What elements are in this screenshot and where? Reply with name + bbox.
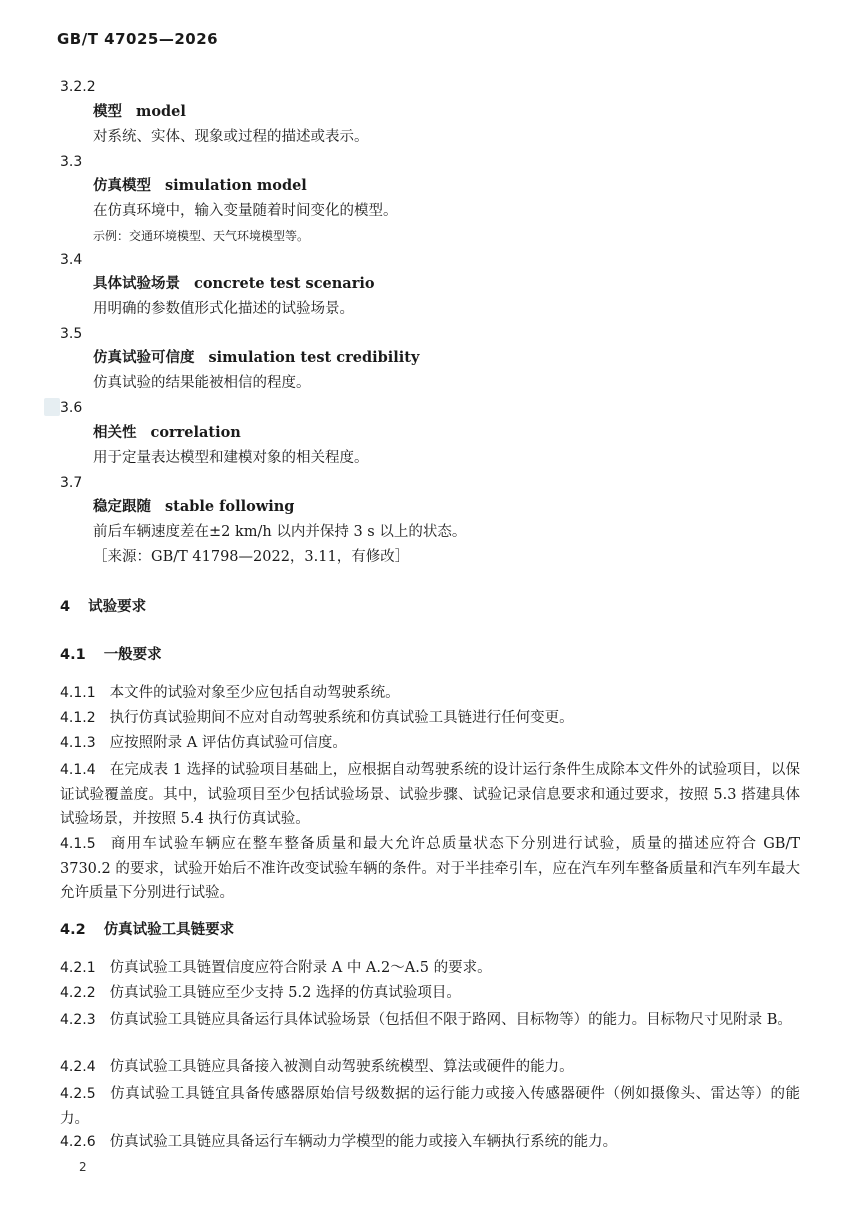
clause-paragraph xyxy=(60,983,800,1003)
standard-number: GB/T 47025—2026 xyxy=(57,30,219,48)
subsection-title: 仿真试验工具链要求 xyxy=(103,922,235,938)
clause-number: 4.2.4 xyxy=(60,1059,96,1075)
term-heading xyxy=(93,102,186,122)
term-heading xyxy=(93,423,241,443)
term-zh: 仿真试验可信度 xyxy=(93,350,195,366)
clause-paragraph xyxy=(60,958,800,978)
section-title: 试验要求 xyxy=(88,599,147,615)
term-number: 3.7 xyxy=(60,475,83,491)
term-definition: 用于定量表达模型和建模对象的相关程度。 xyxy=(93,450,369,466)
clause-paragraph xyxy=(60,733,800,753)
clause-text: 仿真试验工具链应具备运行车辆动力学模型的能力或接入车辆执行系统的能力。 xyxy=(109,1134,618,1150)
term-heading xyxy=(93,497,294,517)
subsection-number: 4.2 xyxy=(60,922,86,938)
clause-text: 仿真试验工具链应至少支持 5.2 选择的仿真试验项目。 xyxy=(109,985,461,1001)
clause-number: 4.2.2 xyxy=(60,985,96,1001)
clause-text: 在完成表 1 选择的试验项目基础上，应根据自动驾驶系统的设计运行条件生成除本文件外的试验项目，以保证试验覆盖度。其中，试验项目至少包括试验场景、试验步骤、试验记录信息要求和通过要求，按照 5.3 搭建具体试验场景，并按照 5.4 执行仿真试验。 xyxy=(60,762,800,827)
term-en: model xyxy=(136,103,186,120)
clause-number: 4.1.5 xyxy=(60,836,96,852)
term-heading xyxy=(93,274,375,294)
term-zh: 模型 xyxy=(93,104,122,120)
clause-text: 商用车试验车辆应在整车整备质量和最大允许总质量状态下分别进行试验，质量的描述应符合 GB/T 3730.2 的要求，试验开始后不准许改变试验车辆的条件。对于半挂牵引车，应在汽车列车整备质量和汽车列车最大允许质量下分别进行试验。 xyxy=(60,836,800,901)
clause-number: 4.1.3 xyxy=(60,735,96,751)
term-heading xyxy=(93,176,307,196)
section-heading xyxy=(60,597,146,617)
clause-number: 4.1.2 xyxy=(60,710,96,726)
subsection-title: 一般要求 xyxy=(103,647,162,663)
clause-paragraph xyxy=(60,708,800,728)
clause-number: 4.2.5 xyxy=(60,1086,96,1102)
term-zh: 相关性 xyxy=(93,425,137,441)
clause-number: 4.2.1 xyxy=(60,960,96,976)
clause-paragraph xyxy=(60,1082,800,1131)
clause-paragraph xyxy=(60,1057,800,1077)
term-number: 3.3 xyxy=(60,154,83,170)
term-en: simulation test credibility xyxy=(208,349,420,366)
term-zh: 稳定跟随 xyxy=(93,499,151,515)
term-definition: 对系统、实体、现象或过程的描述或表示。 xyxy=(93,129,369,145)
term-number: 3.4 xyxy=(60,252,83,268)
term-number: 3.2.2 xyxy=(60,79,96,95)
term-example: 示例：交通环境模型、天气环境模型等。 xyxy=(93,229,310,243)
term-number: 3.5 xyxy=(60,326,83,342)
subsection-heading xyxy=(60,645,162,665)
clause-text: 仿真试验工具链应具备运行具体试验场景（包括但不限于路网、目标物等）的能力。目标物尺寸见附录 B。 xyxy=(109,1012,792,1028)
clause-number: 4.2.6 xyxy=(60,1134,96,1150)
clause-paragraph xyxy=(60,1008,800,1033)
clause-text: 执行仿真试验期间不应对自动驾驶系统和仿真试验工具链进行任何变更。 xyxy=(109,710,574,726)
subsection-heading xyxy=(60,920,234,940)
term-definition: 在仿真环境中，输入变量随着时间变化的模型。 xyxy=(93,203,398,219)
clause-paragraph xyxy=(60,832,800,906)
term-en: concrete test scenario xyxy=(194,275,375,292)
term-zh: 仿真模型 xyxy=(93,178,151,194)
term-definition: 前后车辆速度差在±2 km/h 以内并保持 3 s 以上的状态。 xyxy=(93,524,467,540)
term-en: stable following xyxy=(165,498,295,515)
clause-number: 4.1.4 xyxy=(60,762,96,778)
clause-paragraph xyxy=(60,1132,800,1152)
term-number: 3.6 xyxy=(60,400,83,416)
term-zh: 具体试验场景 xyxy=(93,276,180,292)
subsection-number: 4.1 xyxy=(60,647,86,663)
clause-text: 应按照附录 A 评估仿真试验可信度。 xyxy=(109,735,347,751)
page-number: 2 xyxy=(79,1160,87,1174)
term-source: ［来源：GB/T 41798—2022，3.11，有修改］ xyxy=(93,549,410,565)
term-en: simulation model xyxy=(165,177,307,194)
term-heading xyxy=(93,348,419,368)
clause-text: 仿真试验工具链置信度应符合附录 A 中 A.2～A.5 的要求。 xyxy=(109,960,492,976)
clause-paragraph xyxy=(60,758,800,832)
clause-number: 4.2.3 xyxy=(60,1012,96,1028)
clause-number: 4.1.1 xyxy=(60,685,96,701)
clause-text: 仿真试验工具链应具备接入被测自动驾驶系统模型、算法或硬件的能力。 xyxy=(109,1059,574,1075)
clause-paragraph xyxy=(60,683,800,703)
clause-text: 本文件的试验对象至少应包括自动驾驶系统。 xyxy=(109,685,400,701)
section-number: 4 xyxy=(60,599,71,615)
term-definition: 用明确的参数值形式化描述的试验场景。 xyxy=(93,301,354,317)
term-definition: 仿真试验的结果能被相信的程度。 xyxy=(93,375,311,391)
clause-text: 仿真试验工具链宜具备传感器原始信号级数据的运行能力或接入传感器硬件（例如摄像头、雷达等）的能力。 xyxy=(60,1086,800,1127)
term-en: correlation xyxy=(150,424,241,441)
